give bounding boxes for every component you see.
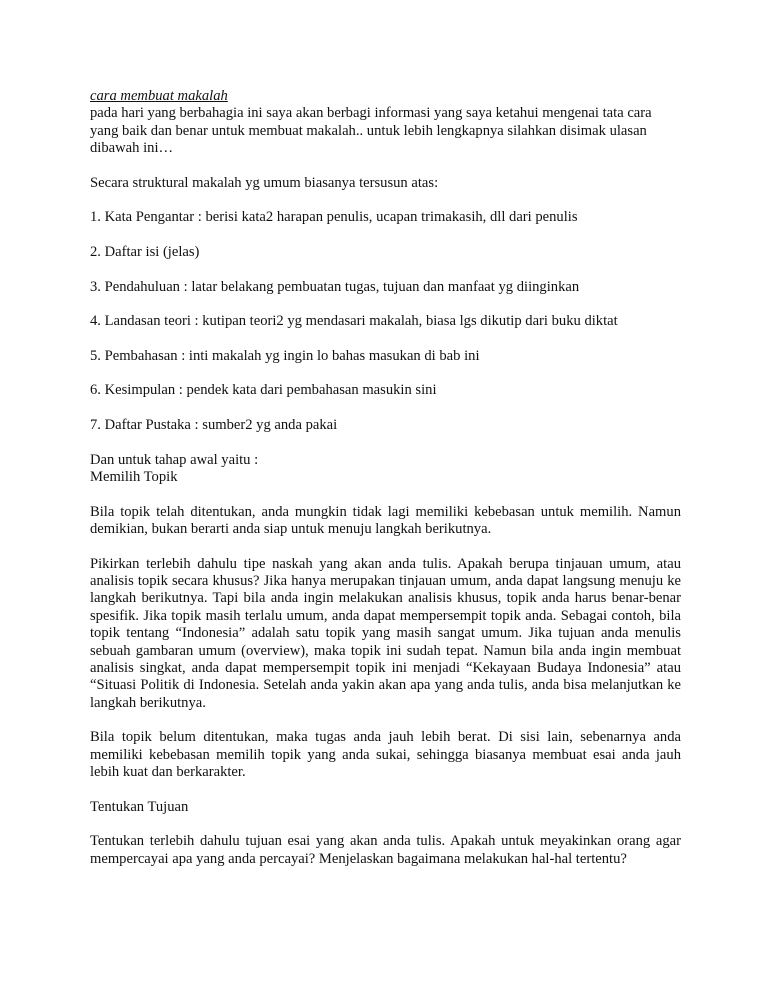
structure-item-6: 6. Kesimpulan : pendek kata dari pembahasan masukin sini: [90, 382, 437, 399]
structure-item-7: 7. Daftar Pustaka : sumber2 yg anda pakai: [90, 416, 338, 433]
structure-item-5: 5. Pembahasan : inti makalah yg ingin lo bahas masukan di bab ini: [90, 347, 480, 364]
structure-item-1: 1. Kata Pengantar : berisi kata2 harapan penulis, ucapan trimakasih, dll dari penulis: [90, 209, 578, 226]
paragraph-think-first: Pikirkan terlebih dahulu tipe naskah yang akan anda tulis. Apakah berupa tinjauan umum, atau analisis topik secara khusus? Jika hanya merupakan tinjauan umum, anda dapat langsung menuju ke langkah berikutnya. Tapi bila anda ingin melakukan analisis khusus, topik anda harus benar-benar spesifik. Jika topik masih terlalu umum, anda dapat mempersempit topik anda. Sebagai contoh, bila topik tentang “Indonesia” adalah satu topik yang masih sangat umum. Jika tujuan anda menulis sebuah gambaran umum (overview), maka topik ini sudah tepat. Namun bila anda ingin membuat analisis singkat, anda dapat mempersempit topik ini menjadi “Kekayaan Budaya Indonesia” atau “Situasi Politik di Indonesia. Setelah anda yakin akan apa yang anda tulis, anda bisa melanjutkan ke langkah berikutnya.: [90, 555, 681, 711]
paragraph-topic-given: Bila topik telah ditentukan, anda mungkin tidak lagi memiliki kebebasan untuk memilih. Namun demikian, bukan berarti anda siap untuk menuju langkah berikutnya.: [90, 503, 681, 537]
document-page: [90, 88, 681, 885]
structure-item-3: 3. Pendahuluan : latar belakang pembuatan tugas, tujuan dan manfaat yg diinginkan: [90, 278, 580, 295]
structure-heading: Secara struktural makalah yg umum biasanya tersusun atas:: [90, 174, 439, 191]
paragraph-topic-not-given: Bila topik belum ditentukan, maka tugas anda jauh lebih berat. Di sisi lain, sebenarnya anda memiliki kebebasan memilih topik yang anda sukai, sehingga biasanya membuat esai anda jauh lebih kuat dan berkarakter.: [90, 729, 681, 781]
paragraph-goal: Tentukan terlebih dahulu tujuan esai yang akan anda tulis. Apakah untuk meyakinkan orang agar mempercayai apa yang anda percayai? Menjelaskan bagaimana melakukan hal-hal tertentu?: [90, 833, 681, 867]
intro-paragraph: pada hari yang berbahagia ini saya akan berbagi informasi yang saya ketahui mengenai tata cara yang baik dan benar untuk membuat makalah.. untuk lebih lengkapnya silahkan disimak ulasan dibawah ini…: [90, 105, 652, 157]
structure-item-4: 4. Landasan teori : kutipan teori2 yg mendasari makalah, biasa lgs dikutip dari buku diktat: [90, 313, 618, 330]
intro-block: [90, 88, 681, 158]
stage-block: [90, 452, 681, 487]
stage-heading: Memilih Topik: [90, 468, 178, 485]
structure-item-2: 2. Daftar isi (jelas): [90, 244, 200, 260]
stage-intro: Dan untuk tahap awal yaitu :: [90, 451, 259, 468]
goal-heading: Tentukan Tujuan: [90, 798, 189, 815]
document-title: cara membuat makalah: [90, 88, 228, 104]
